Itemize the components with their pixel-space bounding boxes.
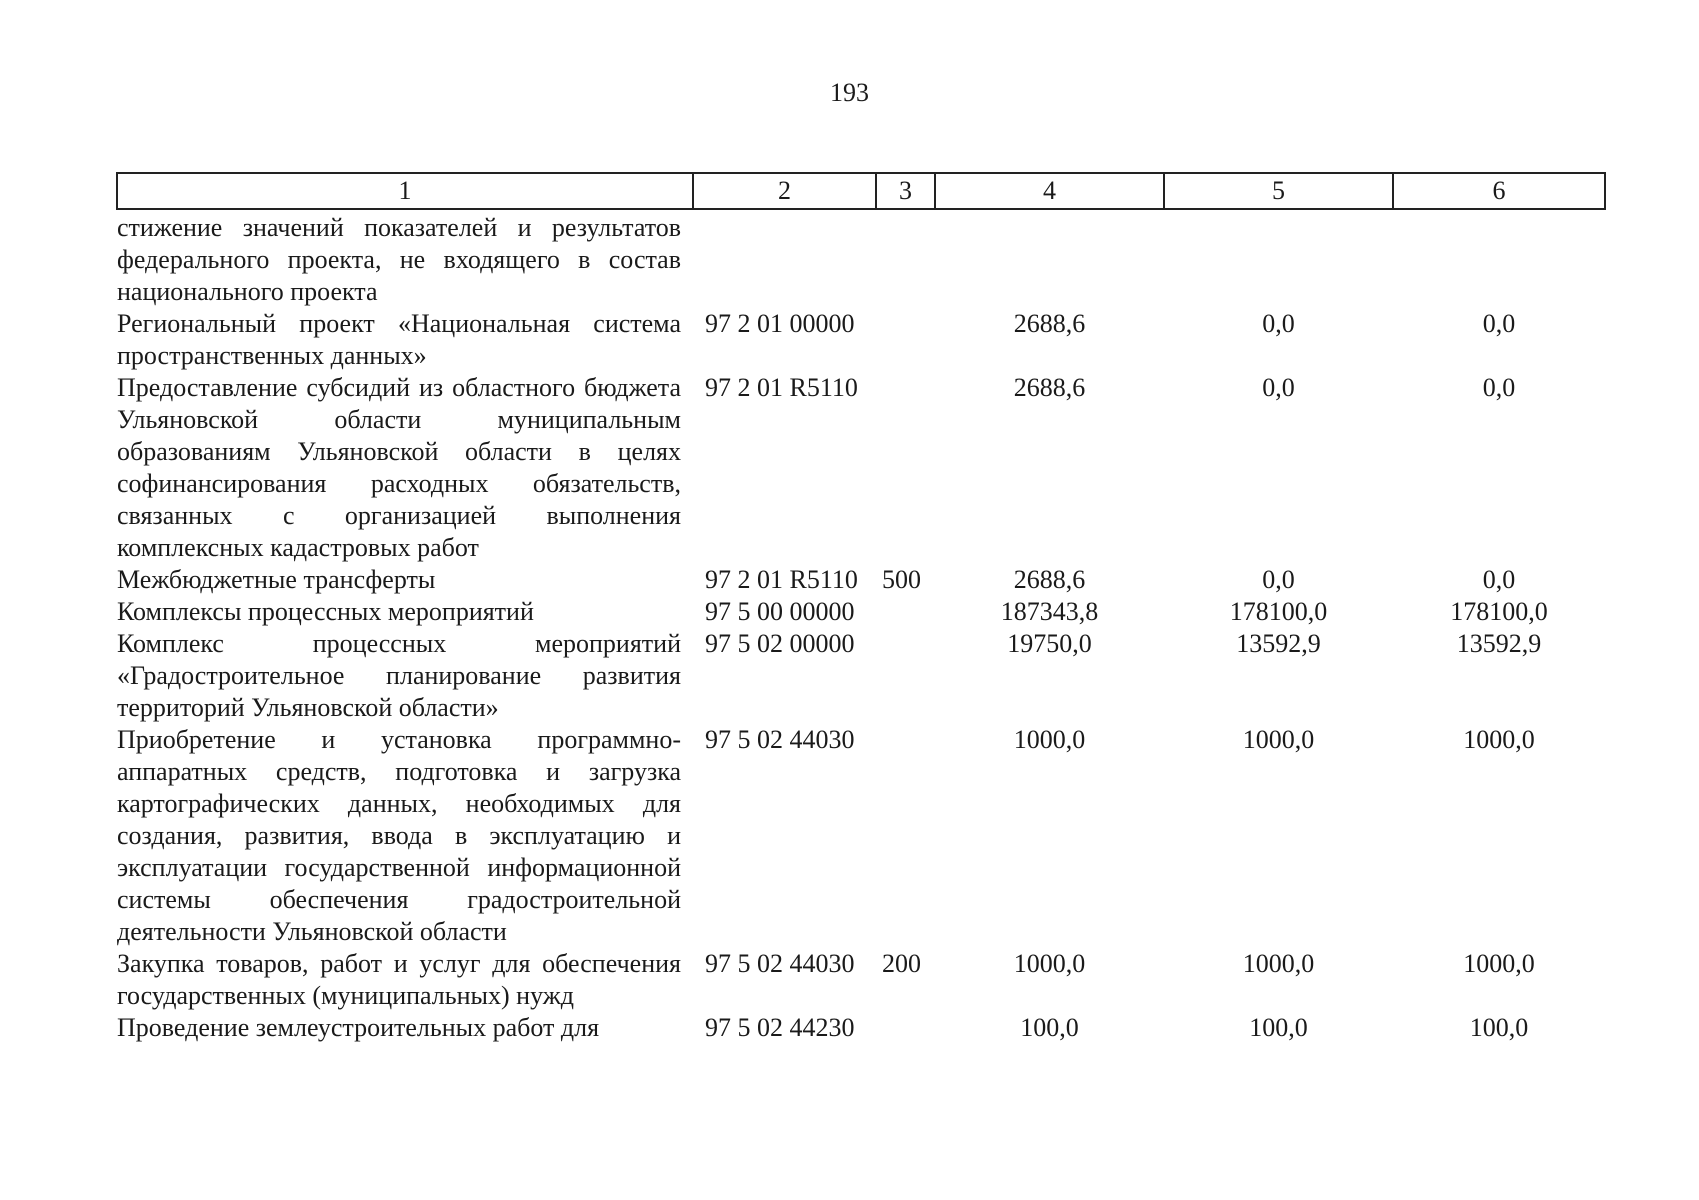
row-value-col4: 1000,0 [1013,949,1086,978]
row-code: 97 2 01 00000 [705,309,855,338]
row-value-col5: 1000,0 [1242,949,1315,978]
row-value-col6: 0,0 [1482,309,1516,338]
row-code: 97 2 01 R5110 [705,373,858,402]
row-value-col4: 1000,0 [1013,725,1086,754]
row-expense-type [876,308,935,372]
row-value-col5: 13592,9 [1236,629,1321,658]
row-value-col5: 0,0 [1262,565,1295,594]
row-expense-type [876,1012,935,1044]
row-value-col5: 1000,0 [1242,725,1315,754]
row-code: 97 5 00 00000 [705,597,855,626]
row-value-col6: 1000,0 [1463,725,1535,754]
row-expense-type: 500 [882,565,921,594]
row-name: Межбюджетные трансферты [117,565,436,594]
row-value-col4 [935,209,1164,308]
row-value-col4: 100,0 [1020,1013,1079,1042]
row-name: Проведение землеустроительных работ для [117,1013,600,1042]
header-col-2: 2 [693,173,876,209]
row-expense-type [876,596,935,628]
row-value-col6: 0,0 [1482,565,1516,594]
table-body [117,209,1605,1044]
row-code: 97 5 02 44030 [705,725,855,754]
row-value-col4: 19750,0 [1007,629,1092,658]
table-row [117,948,1605,1012]
row-expense-type [876,724,935,948]
table-row [117,308,1605,372]
row-expense-type [876,628,935,724]
table-header [117,173,1605,209]
header-row [117,173,1605,209]
row-name: Комплекс процессных мероприятий «Градостроительное планирование развития территорий Ульяновской области» [117,629,681,722]
row-code: 97 5 02 00000 [705,629,855,658]
row-value-col5: 0,0 [1262,309,1295,338]
row-code: 97 2 01 R5110 [705,565,858,594]
table-row [117,596,1605,628]
row-expense-type [876,372,935,564]
table-row [117,628,1605,724]
row-value-col6: 1000,0 [1463,949,1535,978]
row-value-col5: 0,0 [1262,373,1295,402]
row-code: 97 5 02 44030 [705,949,855,978]
header-col-3: 3 [876,173,935,209]
header-col-5: 5 [1164,173,1393,209]
row-value-col4: 187343,8 [1000,597,1099,626]
row-value-col6: 0,0 [1482,373,1516,402]
row-code: 97 5 02 44230 [705,1013,855,1042]
row-value-col5: 178100,0 [1229,597,1328,626]
header-col-1: 1 [117,173,693,209]
header-col-4: 4 [935,173,1164,209]
row-value-col6: 100,0 [1469,1013,1529,1042]
page-number: 193 [830,78,869,107]
row-name: стижение значений показателей и результатов федерального проекта, не входящего в состав национального проекта [117,213,681,306]
row-value-col5: 100,0 [1249,1013,1308,1042]
row-name: Закупка товаров, работ и услуг для обеспечения государственных (муниципальных) нужд [117,949,681,1010]
row-expense-type [876,209,935,308]
table-row [117,724,1605,948]
table-row [117,564,1605,596]
row-value-col4: 2688,6 [1013,565,1086,594]
row-name: Предоставление субсидий из областного бюджета Ульяновской области муниципальным образованиям Ульяновской области в целях софинансирования расходных обязательств, связанных с организацией выполнения комплексных кадастровых работ [117,373,681,562]
row-value-col5 [1164,209,1393,308]
table-row [117,1012,1605,1044]
row-value-col4: 2688,6 [1013,309,1086,338]
header-col-6: 6 [1393,173,1605,209]
table-row [117,372,1605,564]
row-name: Приобретение и установка программно-аппаратных средств, подготовка и загрузка картографических данных, необходимых для создания, развития, ввода в эксплуатацию и эксплуатации государственной информационной системы обеспечения градостроительной деятельности Ульяновской области [117,725,681,946]
row-value-col6: 178100,0 [1450,597,1548,626]
budget-table [116,172,1606,1044]
row-code [693,209,876,308]
row-value-col6: 13592,9 [1456,629,1542,658]
row-name: Региональный проект «Национальная система пространственных данных» [117,309,681,370]
row-name: Комплексы процессных мероприятий [117,597,534,626]
row-expense-type: 200 [882,949,921,978]
table-row [117,209,1605,308]
row-value-col6 [1393,209,1605,308]
row-value-col4: 2688,6 [1013,373,1086,402]
